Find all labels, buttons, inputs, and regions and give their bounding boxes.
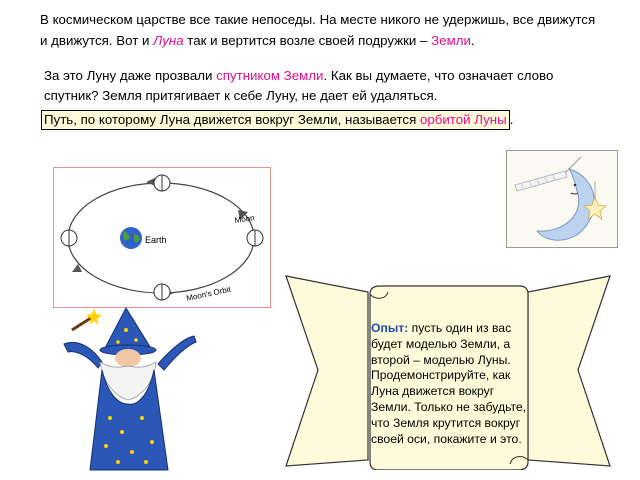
intro-text-2: так и вертится возле своей подружки – bbox=[183, 33, 432, 48]
experiment-body: пусть один из вас будет моделью Земли, а второй – моделью Луны. Продемонстрируйте, как Луна движется вокруг Земли. Только не забудьте, что Земля крутится вокруг своей оси, покажите и это. bbox=[371, 321, 527, 446]
wizard-icon bbox=[60, 306, 198, 474]
satellite-text-1: За это Луну даже прозвали bbox=[44, 68, 217, 83]
experiment-text bbox=[371, 321, 529, 447]
orbit-definition-text: Путь, по которому Луна движется вокруг Земли, называется bbox=[44, 112, 420, 127]
crescent-moon-picture bbox=[506, 150, 618, 248]
orbit-label: Moon's Orbit bbox=[185, 284, 232, 303]
intro-text-3: . bbox=[470, 33, 475, 48]
moon-orbit-diagram bbox=[53, 167, 271, 308]
earth-icon bbox=[120, 227, 142, 249]
intro-paragraph bbox=[40, 9, 600, 51]
crescent-moon-icon bbox=[507, 151, 617, 247]
orbit-diagram-svg bbox=[54, 168, 270, 307]
moon-label: Moon bbox=[234, 213, 256, 225]
intro-highlight-zemli: Земли bbox=[431, 33, 471, 48]
moon-phase-bottom-icon bbox=[154, 284, 170, 300]
satellite-highlight: спутником Земли bbox=[216, 68, 324, 83]
satellite-text-2: . Как вы думаете, что означает слово спутник? Земля притягивает к себе Луну, не дает ей удаляться. bbox=[44, 68, 554, 103]
orbit-definition-highlight: орбитой Луны bbox=[419, 112, 507, 127]
intro-text-1: В космическом царстве все такие непоседы. На месте никого не удержишь, все движутся и движутся. Вот и bbox=[40, 12, 596, 48]
wizard-illustration bbox=[60, 306, 198, 474]
moon-phase-right-icon bbox=[247, 230, 263, 246]
experiment-label: Опыт: bbox=[371, 321, 409, 335]
moon-phase-top-icon bbox=[154, 175, 170, 191]
orbit-definition-end: . bbox=[509, 112, 514, 127]
earth-label: Earth bbox=[145, 235, 167, 245]
moon-phase-left-icon bbox=[61, 230, 77, 246]
satellite-paragraph bbox=[44, 66, 589, 105]
orbit-definition-box bbox=[41, 110, 514, 130]
intro-highlight-luna: Луна bbox=[153, 33, 184, 48]
